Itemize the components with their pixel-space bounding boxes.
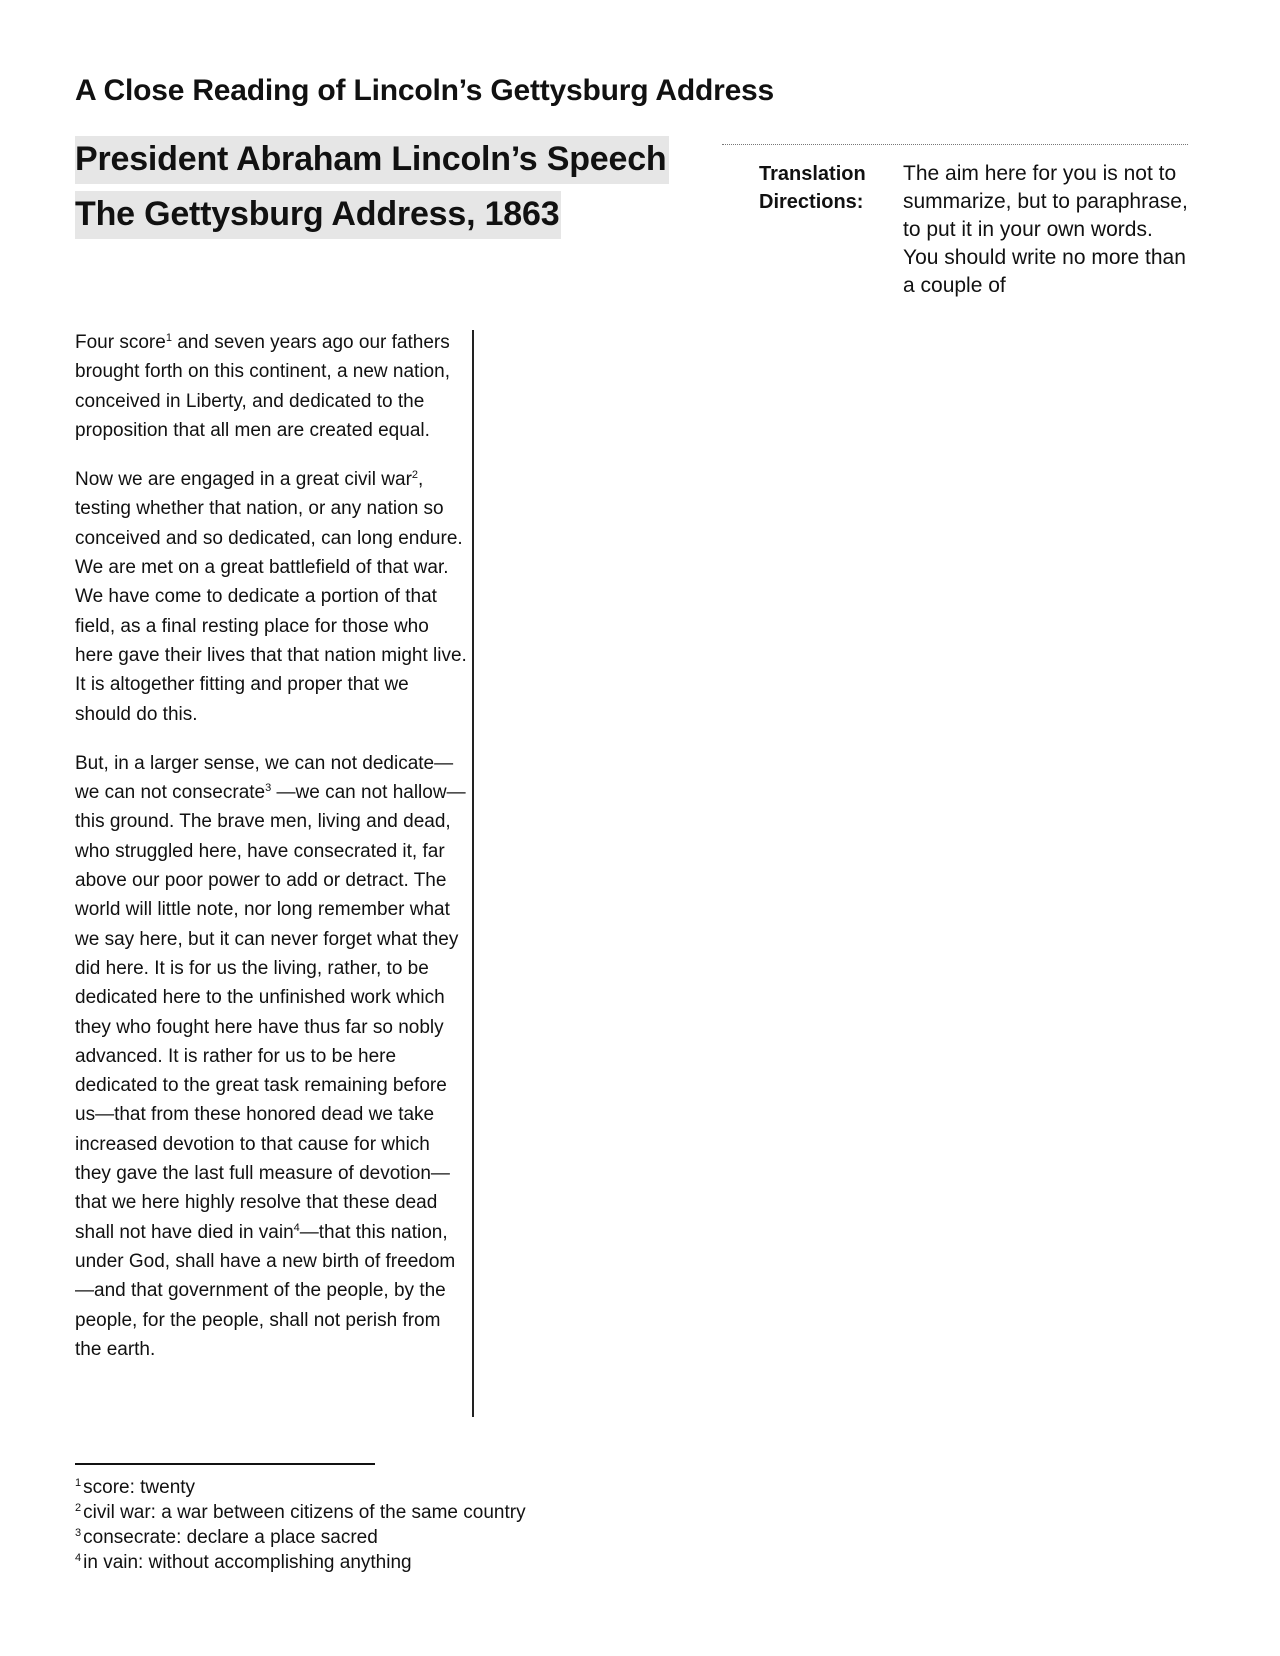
- speech-paragraph-3: But, in a larger sense, we can not dedicate—we can not consecrate$^3$ —we can not hallow—this ground. The brave men, living and dead, who struggled here, have consecrated it, far above our poor power to add or detract. The world will little note, nor long remember what we say here, but it can never forget what they did here. It is for us the living, rather, to be dedicated here to the unfinished work which they who fought here have thus far so nobly advanced. It is rather for us to be here dedicated to the great task remaining before us—that from these honored dead we take increased devotion to that cause for which they gave the last full measure of devotion—that we here highly resolve that these dead shall not have died in vain$^4$—that this nation, under God, shall have a new birth of freedom—and that government of the people, by the people, for the people, shall not perish from the earth.: [75, 752, 466, 1360]
- footnote-2: $^2$ civil war: a war between citizens of the same country: [75, 1502, 526, 1523]
- footnote-3: $^3$ consecrate: declare a place sacred: [75, 1527, 378, 1548]
- footnote-ref-4: 4: [293, 1221, 300, 1234]
- speech-paragraph-1: Four score$^1$ and seven years ago our fathers brought forth on this continent, a new nation, conceived in Liberty, and dedicated to the proposition that all men are created equal.: [75, 332, 450, 441]
- footnote-ref-2: 2: [411, 469, 419, 482]
- speech-paragraph-2: Now we are engaged in a great civil war$^2$, testing whether that nation, or any nation so conceived and so dedicated, can long endure. We are met on a great battlefield of that war. We have come to dedicate a portion of that field, as a final resting place for those who here gave their lives that that nation might live. It is altogether fitting and proper that we should do this.: [75, 469, 467, 725]
- column-divider: [472, 330, 474, 1417]
- footnotes: [75, 1475, 675, 1575]
- translation-directions-text: The aim here for you is not to summarize, but to paraphrase, to put it in your own words. You should write no more than a couple of: [903, 162, 1188, 297]
- speech-text: [75, 328, 470, 1384]
- footnote-ref-3: 3: [265, 782, 272, 795]
- directions-divider: [722, 144, 1188, 145]
- footnote-ref-1: 1: [165, 332, 172, 344]
- translation-directions-label: Translation Directions:: [759, 163, 866, 213]
- speech-heading-line-2: The Gettysburg Address, 1863: [75, 191, 561, 239]
- speech-heading: [75, 136, 669, 246]
- speech-heading-line-1: President Abraham Lincoln’s Speech: [75, 136, 669, 184]
- footnote-1: $^1$ score: twenty: [75, 1477, 196, 1498]
- document-title: A Close Reading of Lincoln’s Gettysburg Address: [75, 74, 775, 107]
- footnote-4: $^4$ in vain: without accomplishing anything: [75, 1552, 412, 1573]
- footnote-separator: [75, 1463, 375, 1465]
